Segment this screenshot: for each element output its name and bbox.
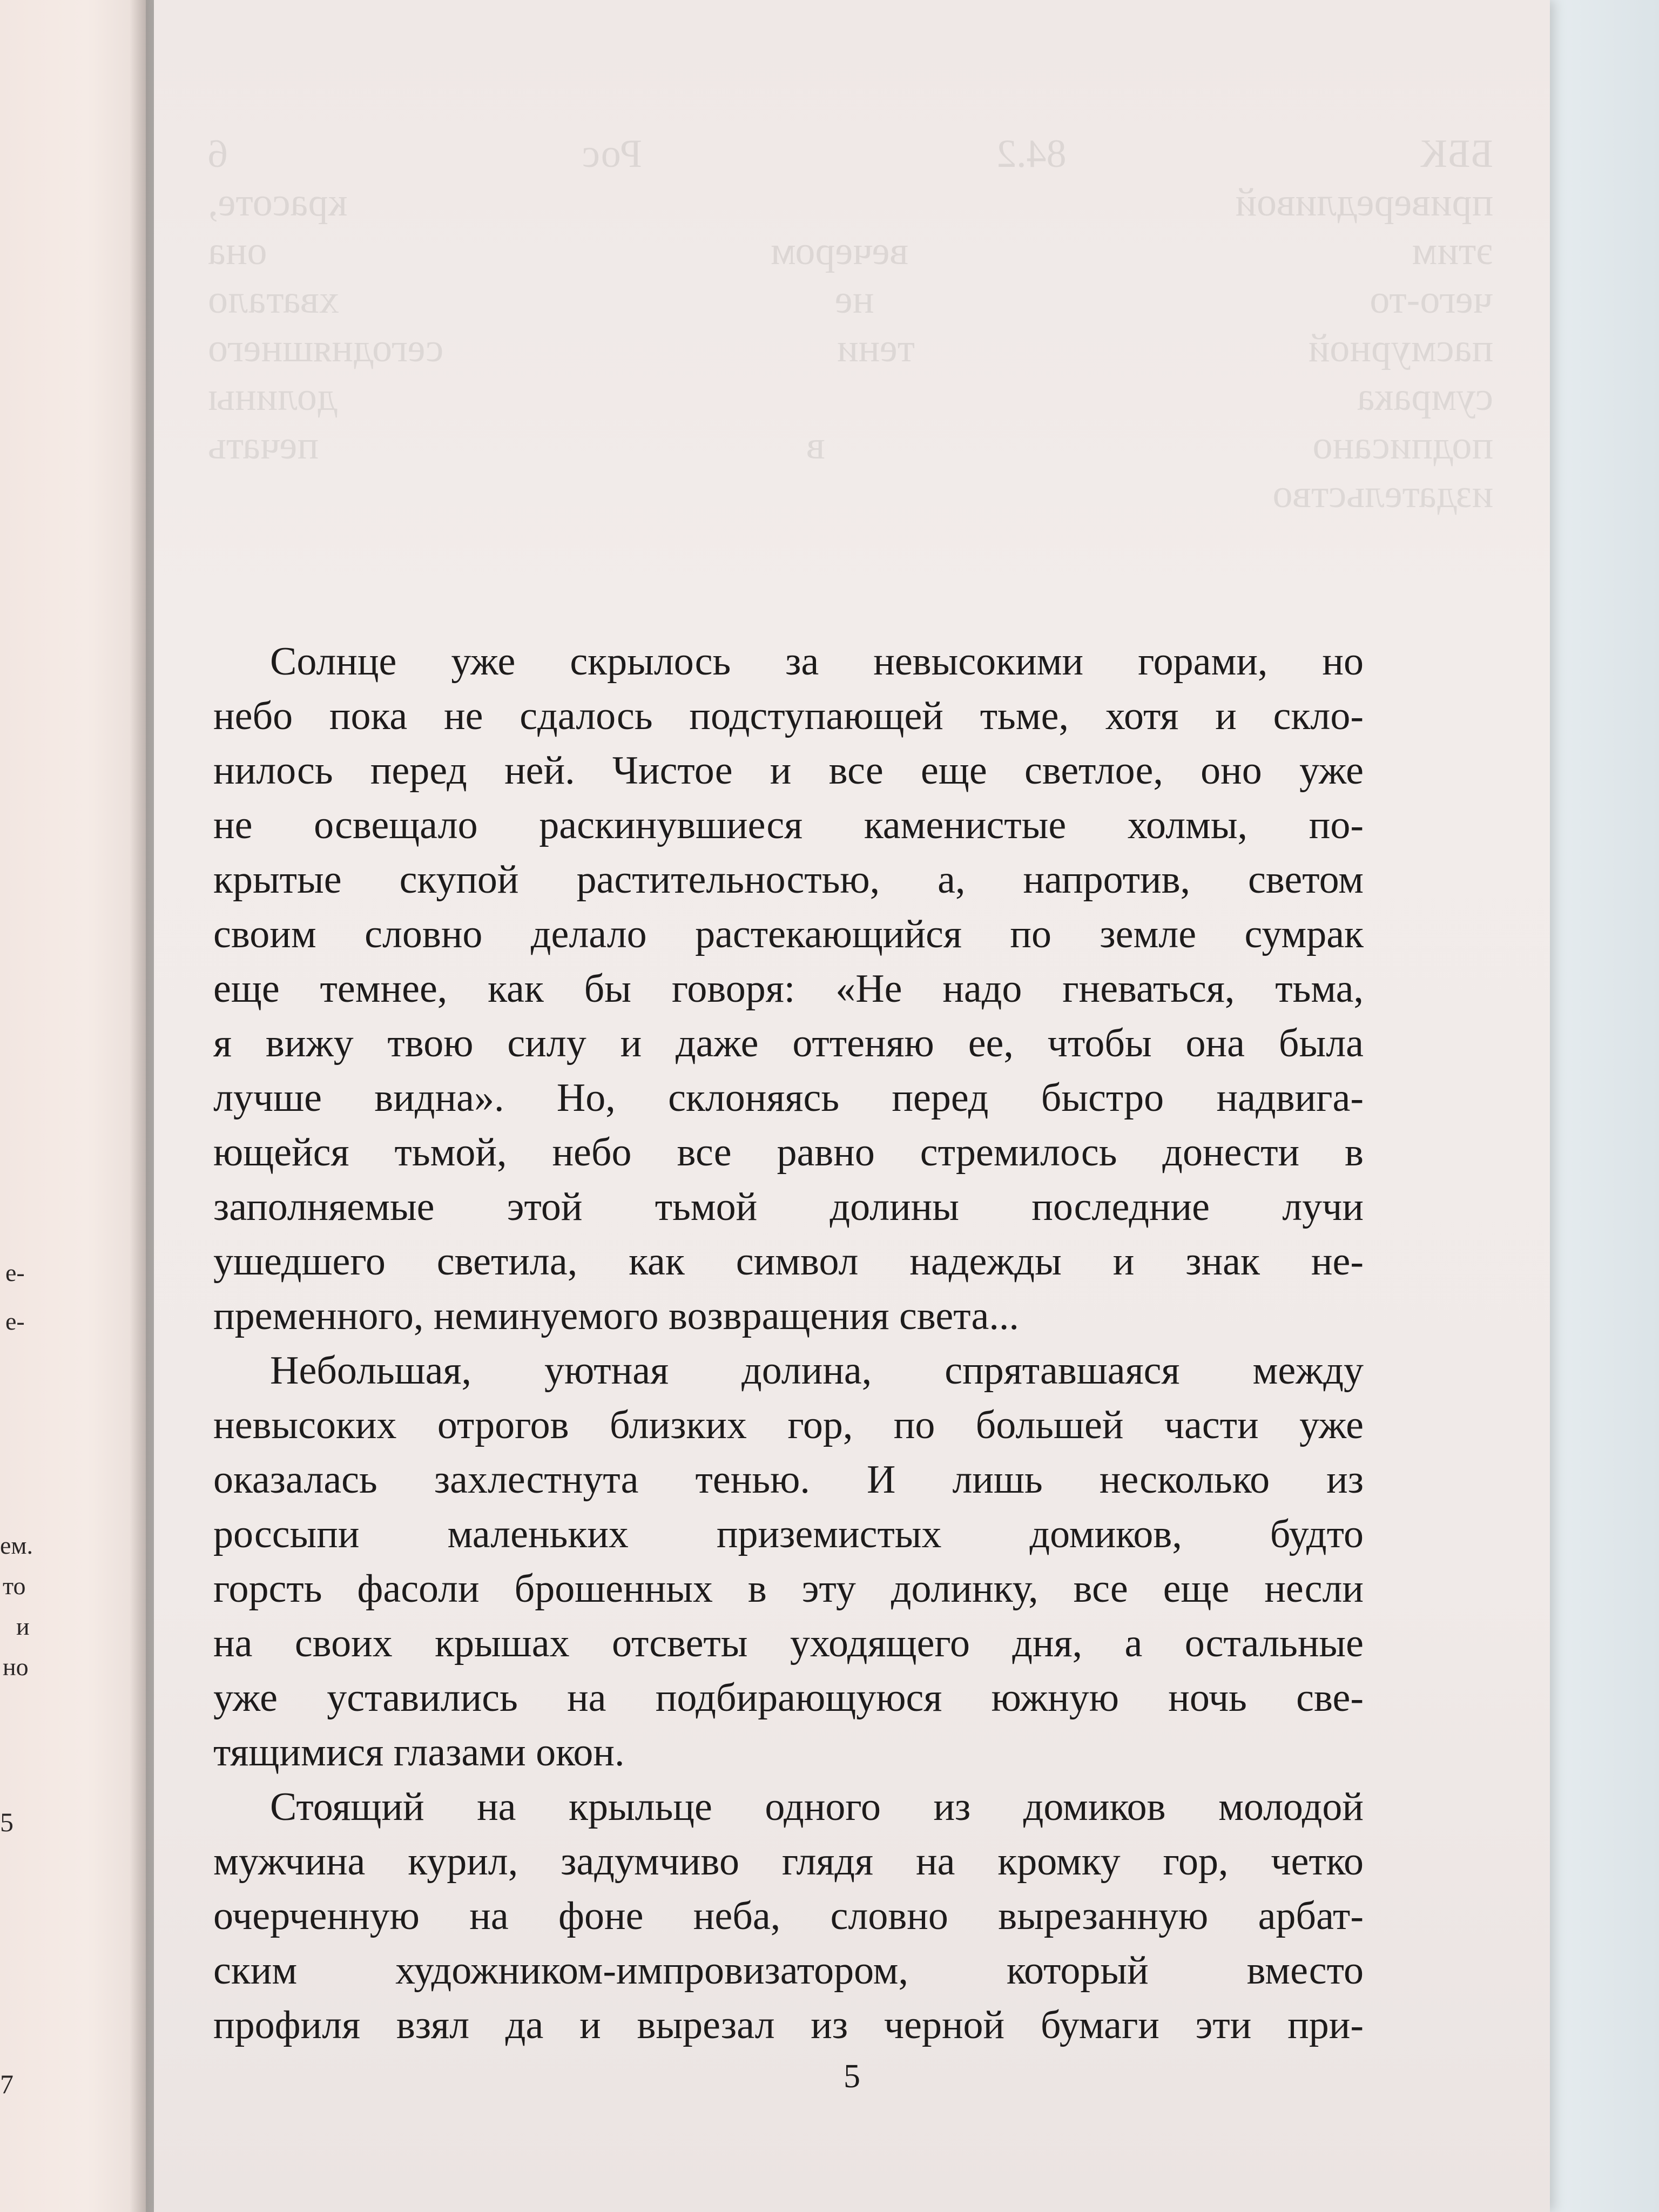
text-line: крытые скупой растительностью, а, напротив, светом — [213, 858, 1364, 902]
left-page-number-top: 5 — [0, 1807, 14, 1837]
text-line: еще темнее, как бы говоря: «Не надо гневаться, тьма, — [213, 967, 1364, 1011]
text-line: Стоящий на крыльце одного из домиков молодой — [270, 1785, 1364, 1829]
bleed-through-text — [208, 130, 1493, 626]
bleed-through-line: подписано в печать — [208, 423, 1493, 468]
text-line: своим словно делало растекающийся по земле сумрак — [213, 912, 1364, 956]
book-page — [154, 0, 1550, 2212]
text-line: Небольшая, уютная долина, спрятавшаяся между — [270, 1348, 1364, 1393]
text-line: на своих крышах отсветы уходящего дня, а остальные — [213, 1621, 1364, 1665]
bleed-through-line: сумрака долины — [208, 375, 1493, 419]
left-page-fragment: но — [3, 1653, 29, 1681]
bleed-through-line: чего-то не хватало — [208, 278, 1493, 322]
left-page-fragment: ем. — [0, 1532, 33, 1559]
text-line: профиля взял да и вырезал из черной бумаги эти при- — [213, 2003, 1364, 2047]
page-number: 5 — [844, 2058, 860, 2095]
left-page-fragment: то — [3, 1572, 26, 1600]
text-line: россыпи маленьких приземистых домиков, будто — [213, 1512, 1364, 1556]
text-line: оказалась захлестнута тенью. И лишь несколько из — [213, 1458, 1364, 1502]
left-page-fragment: е- — [5, 1259, 25, 1286]
text-line: ским художником-импровизатором, который вместо — [213, 1948, 1364, 1993]
text-line: ушедшего светила, как символ надежды и знак не- — [213, 1239, 1364, 1284]
text-line: очерченную на фоне неба, словно вырезанную арбат- — [213, 1894, 1364, 1938]
bleed-through-line: привередливой красоте, — [208, 180, 1493, 225]
left-page-fragment: и — [16, 1613, 30, 1640]
text-line: я вижу твою силу и даже оттеняю ее, чтобы она была — [213, 1021, 1364, 1065]
left-page-edge — [0, 0, 146, 2212]
bleed-through-line: ББК 84.2 Рос 6 — [208, 132, 1493, 176]
text-line: заполняемые этой тьмой долины последние лучи — [213, 1185, 1364, 1229]
text-line: мужчина курил, задумчиво глядя на кромку гор, четко — [213, 1839, 1364, 1884]
text-line: нилось перед ней. Чистое и все еще светлое, оно уже — [213, 748, 1364, 793]
text-line: горсть фасоли брошенных в эту долинку, все еще несли — [213, 1567, 1364, 1611]
background-right-edge — [1535, 0, 1659, 2212]
text-line: невысоких отрогов близких гор, по большей части уже — [213, 1403, 1364, 1447]
bleed-through-line: этим вечером она — [208, 229, 1493, 273]
text-line: пременного, неминуемого возвращения света... — [213, 1294, 1019, 1338]
text-line: тящимися глазами окон. — [213, 1730, 625, 1775]
left-page-number-bottom: 7 — [0, 2069, 14, 2099]
bleed-through-line: пасмурной тени сегодняшнего — [208, 326, 1493, 370]
text-line: ющейся тьмой, небо все равно стремилось донести в — [213, 1130, 1364, 1175]
text-line: не освещало раскинувшиеся каменистые холмы, по- — [213, 803, 1364, 847]
bleed-through-line: издательство — [1272, 472, 1493, 516]
left-page-fragment: е- — [5, 1307, 25, 1335]
text-line: небо пока не сдалось подступающей тьме, хотя и скло- — [213, 694, 1364, 738]
text-line: лучше видна». Но, склоняясь перед быстро надвига- — [213, 1076, 1364, 1120]
text-line: уже уставились на подбирающуюся южную ночь све- — [213, 1676, 1364, 1720]
body-text — [213, 635, 1364, 2053]
text-line: Солнце уже скрылось за невысокими горами, но — [270, 639, 1364, 684]
